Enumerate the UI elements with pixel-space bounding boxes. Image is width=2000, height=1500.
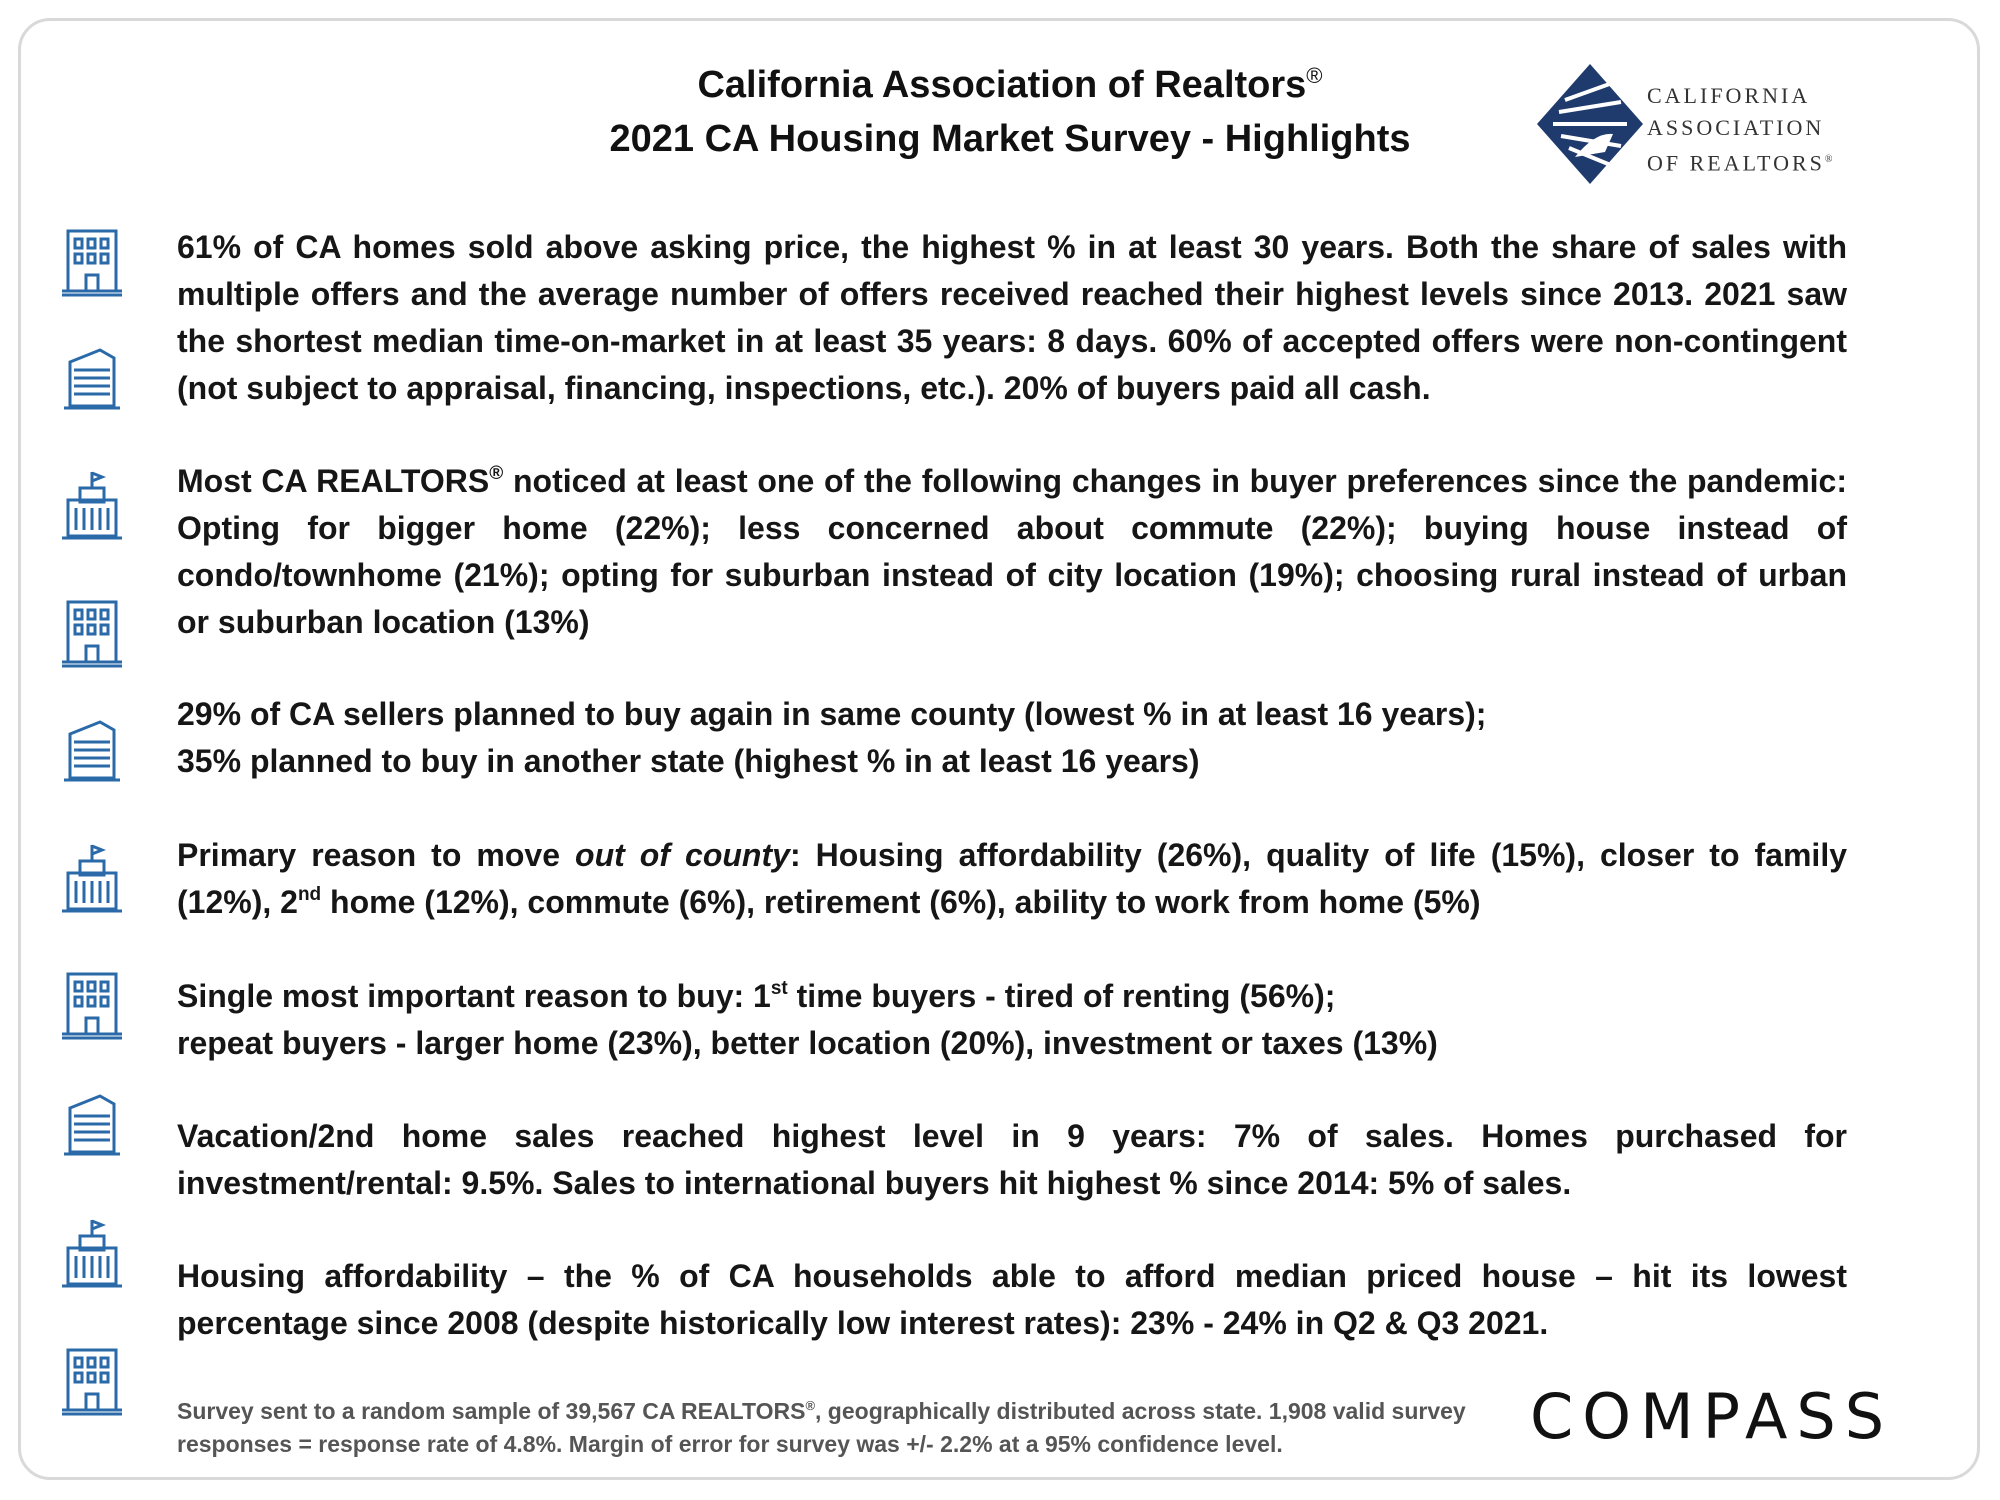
car-logo	[1535, 62, 1855, 192]
p4-emphasis: out of county	[575, 837, 790, 873]
logo-registered-mark: ®	[1824, 154, 1833, 165]
car-logo-text	[1647, 80, 1833, 179]
flag-building-icon	[60, 470, 124, 542]
p4-text-b: : Housing affordability (26%), quality of life (15%), closer to family (12%), 2	[177, 837, 1848, 920]
skyscraper-icon	[60, 340, 124, 412]
survey-footnote	[177, 1395, 1497, 1461]
skyscraper-icon	[60, 712, 124, 784]
logo-line-2: ASSOCIATION	[1647, 115, 1825, 140]
p3-line-1: 29% of CA sellers planned to buy again in same county (lowest % in at least 16 years);	[177, 696, 1487, 732]
office-building-icon	[60, 227, 124, 299]
footnote-text-b: , geographically distributed across state. 1,908 valid survey responses = response rate of 4.8%. Margin of error for survey was +/- 2.2% at a 95% confidence level.	[177, 1398, 1466, 1457]
office-building-icon	[60, 970, 124, 1042]
p3-line-2: 35% planned to buy in another state (highest % in at least 16 years)	[177, 743, 1200, 779]
footnote-registered-mark: ®	[805, 1398, 816, 1413]
logo-line-3: OF REALTORS	[1647, 150, 1825, 176]
p5-text-b: time buyers - tired of renting (56%);	[787, 978, 1336, 1014]
p2-text-b: noticed at least one of the following changes in buyer preferences since the pandemic: Opting for bigger home (22%); less concerned about commute (22%); buying house instead of condo/townhome (21%); opting for suburban instead of city location (19%); choosing rural instead of urban or suburban location (13%)	[177, 463, 1848, 640]
compass-logo: COMPASS	[1530, 1380, 1894, 1453]
office-building-icon	[60, 1346, 124, 1418]
highlight-vacation-homes: Vacation/2nd home sales reached highest level in 9 years: 7% of sales. Homes purchased for investment/rental: 9.5%. Sales to international buyers hit highest % since 2014: 5% of sales.	[177, 1118, 1847, 1201]
office-building-icon	[60, 598, 124, 670]
p5-text-a: Single most important reason to buy: 1	[177, 978, 771, 1014]
registered-mark: ®	[1306, 63, 1323, 88]
p5-line-2: repeat buyers - larger home (23%), better location (20%), investment or taxes (13%)	[177, 1025, 1438, 1061]
title-line-1: California Association of Realtors	[697, 64, 1307, 106]
highlight-reason-to-move	[177, 832, 1847, 926]
highlight-sellers-plans	[177, 691, 1847, 785]
p5-superscript: st	[770, 978, 788, 999]
highlight-reason-to-buy	[177, 973, 1847, 1067]
highlight-affordability: Housing affordability – the % of CA households able to afford median priced house – hit its lowest percentage since 2008 (despite historically low interest rates): 23% - 24% in Q2 & Q3 2021.	[177, 1258, 1847, 1341]
car-logo-emblem-icon	[1535, 62, 1645, 192]
logo-line-1: CALIFORNIA	[1647, 83, 1811, 108]
highlight-buyer-preferences	[177, 458, 1847, 646]
title-line-2: 2021 CA Housing Market Survey - Highlights	[609, 118, 1411, 160]
highlight-time-on-market: 61% of CA homes sold above asking price, the highest % in at least 30 years. Both the share of sales with multiple offers and the average number of offers received reached their highest levels since 2013. 2021 saw the shortest median time-on-market in at least 35 years: 8 days. 60% of accepted offers were non-contingent (not subject to appraisal, financing, inspections, etc.). 20% of buyers paid all cash.	[177, 229, 1847, 406]
p4-text-a: Primary reason to move	[177, 837, 576, 873]
skyscraper-icon	[60, 1086, 124, 1158]
p4-superscript: nd	[297, 884, 322, 905]
page-title	[480, 58, 1540, 166]
flag-building-icon	[60, 1218, 124, 1290]
p2-text-a: Most CA REALTORS	[177, 463, 490, 499]
p2-registered-mark: ®	[489, 463, 504, 484]
flag-building-icon	[60, 843, 124, 915]
p4-text-c: home (12%), commute (6%), retirement (6%), ability to work from home (5%)	[321, 884, 1481, 920]
footnote-text-a: Survey sent to a random sample of 39,567 CA REALTORS	[177, 1398, 806, 1424]
